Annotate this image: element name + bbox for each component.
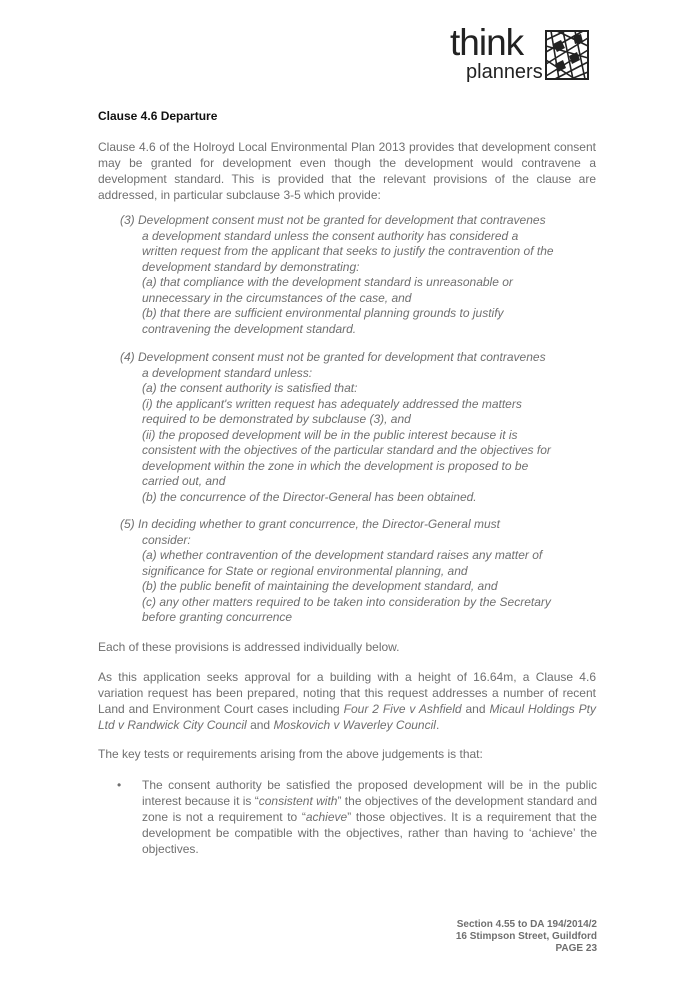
clause-line: (b) the public benefit of maintaining the development standard, and <box>142 579 498 593</box>
footer-address: 16 Stimpson Street, Guildford <box>455 931 597 942</box>
emphasis-consistent-with: consistent with <box>258 794 338 808</box>
clause-5-first-line: (5) In deciding whether to grant concurrence, the Director-General must <box>120 517 500 531</box>
conjunction-text: and <box>461 702 490 716</box>
clause-line: (ii) the proposed development will be in the public interest because it is <box>142 427 518 442</box>
logo-word-planners: planners <box>466 61 543 83</box>
page-number: PAGE 23 <box>555 943 597 954</box>
emphasis-achieve: achieve <box>305 810 348 824</box>
clause-line: (i) the applicant's written request has adequately addressed the matters <box>142 396 522 411</box>
provisions-paragraph: Each of these provisions is addressed individually below. <box>98 640 400 654</box>
clause-line: carried out, and <box>142 474 226 488</box>
clause-line: consistent with the objectives of the particular standard and the objectives for <box>142 443 551 457</box>
clause-line: written request from the applicant that seeks to justify the contravention of the <box>142 244 554 258</box>
section-heading: Clause 4.6 Departure <box>98 109 218 123</box>
sentence-end: . <box>435 718 440 732</box>
application-paragraph <box>98 669 596 733</box>
conjunction-text: and <box>246 718 274 732</box>
clause-5-quote <box>120 517 598 626</box>
page-footer <box>456 919 597 955</box>
intro-paragraph: Clause 4.6 of the Holroyd Local Environmental Plan 2013 provides that development consent may be granted for development even though the development would contravene a development standard. This is provided that the relevant provisions of the clause are addressed, in particular subclause 3-5 which provide: <box>98 140 596 202</box>
bullet-paragraph <box>142 777 597 857</box>
clause-line: consider: <box>142 532 191 547</box>
clause-line: (b) that there are sufficient environmental planning grounds to justify <box>142 306 504 320</box>
clause-line: (c) any other matters required to be taken into consideration by the Secretary <box>142 594 551 609</box>
application-text: As this application seeks approval for a building with a height of 16.64m, a Clause 4.6 variation request has been prepared, noting that this request addresses a number of recent Land and Environment Court cases including <box>98 670 596 716</box>
clause-line: significance for State or regional environmental planning, and <box>142 563 468 578</box>
bullet-text: ” the objectives of the development standard and zone is not a requirement to “ <box>142 794 598 824</box>
case-micaul-holdings: Micaul Holdings Pty Ltd v Randwick City Council <box>98 702 596 732</box>
clause-3-quote <box>120 213 598 337</box>
clause-4-quote <box>120 350 598 505</box>
bullet-text: ” those objectives. It is a requirement that the development be compatible with the objectives, rather than having to ‘achieve’ the objectives. <box>142 810 597 856</box>
case-four-2-five: Four 2 Five v Ashfield <box>343 702 462 716</box>
clause-line: contravening the development standard. <box>142 321 357 336</box>
clause-line: (a) whether contravention of the development standard raises any matter of <box>142 548 543 562</box>
logo-mark-icon <box>545 30 589 80</box>
clause-line: development within the zone in which the development is proposed to be <box>142 458 529 473</box>
clause-line: (b) the concurrence of the Director-General has been obtained. <box>142 489 477 504</box>
clause-line: (a) the consent authority is satisfied that: <box>142 381 358 395</box>
think-planners-logo <box>450 22 588 84</box>
clause-line: (a) that compliance with the development standard is unreasonable or <box>142 275 513 289</box>
footer-section: Section 4.55 to DA 194/2014/2 <box>456 919 597 930</box>
key-tests-paragraph: The key tests or requirements arising from the above judgements is that: <box>98 747 483 761</box>
clause-line: a development standard unless: <box>142 365 313 380</box>
clause-line: before granting concurrence <box>142 610 293 624</box>
clause-line: required to be demonstrated by subclause (3), and <box>142 412 411 426</box>
clause-3-first-line: (3) Development consent must not be granted for development that contravenes <box>120 213 546 227</box>
clause-line: development standard by demonstrating: <box>142 259 360 274</box>
clause-4-first-line: (4) Development consent must not be granted for development that contravenes <box>120 350 546 364</box>
clause-line: unnecessary in the circumstances of the case, and <box>142 290 412 305</box>
logo-word-think: think <box>450 22 524 63</box>
bullet-text: The consent authority be satisfied the proposed development will be in the public interest because it is “ <box>142 778 597 808</box>
clause-line: a development standard unless the consent authority has considered a <box>142 228 519 243</box>
bullet-icon: • <box>117 778 122 792</box>
case-moskovich: Moskovich v Waverley Council <box>273 718 436 732</box>
